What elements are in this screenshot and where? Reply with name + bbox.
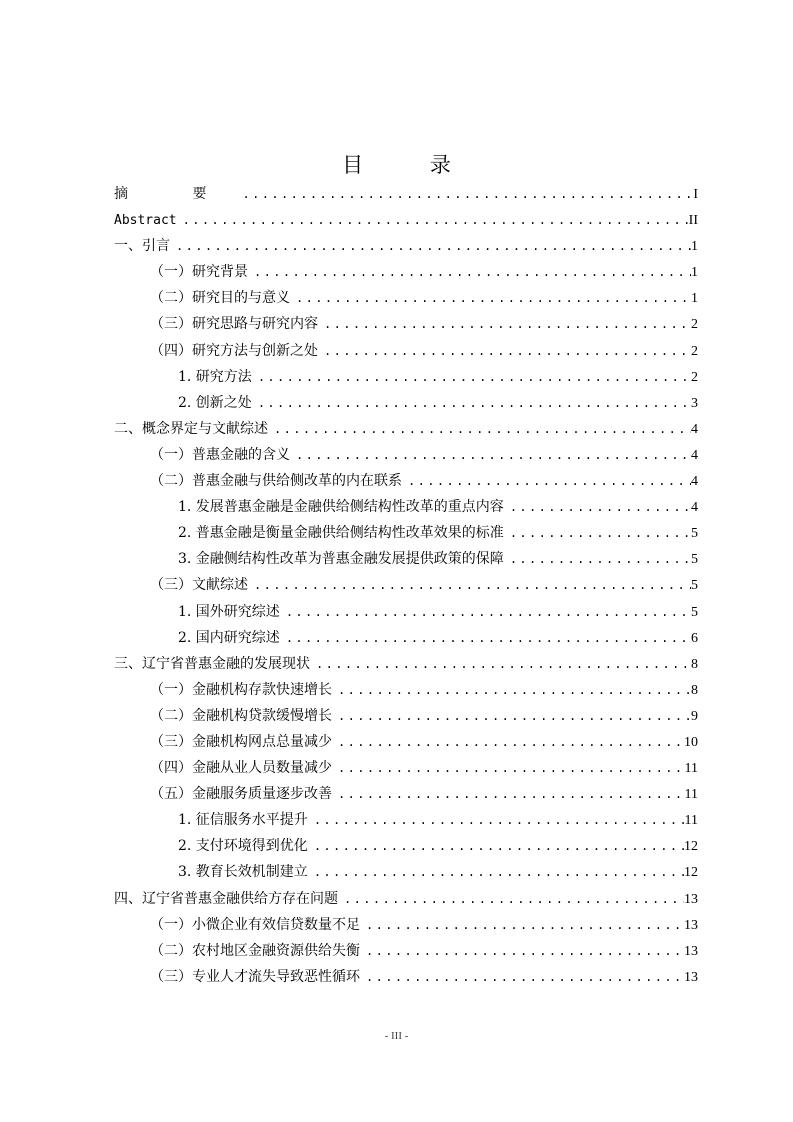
dot-leader — [308, 833, 684, 859]
toc-entry-page-number: 8 — [691, 682, 698, 698]
toc-entry[interactable] — [114, 416, 698, 442]
toc-entry-label: （二）普惠金融与供给侧改革的内在联系 — [150, 473, 402, 490]
toc-entry-label: 三、辽宁省普惠金融的发展现状 — [114, 655, 310, 672]
toc-entry-label: 2. 创新之处 — [178, 394, 252, 411]
toc-entry-label: （四）金融从业人员数量减少 — [150, 760, 332, 777]
toc-entry-page-number: 4 — [691, 474, 698, 490]
toc-entry[interactable] — [114, 912, 698, 938]
toc-entry-label: 1. 征信服务水平提升 — [178, 812, 308, 829]
dot-leader — [236, 181, 692, 207]
toc-entry[interactable] — [114, 520, 698, 546]
dot-leader — [504, 494, 691, 520]
toc-entry[interactable] — [114, 233, 698, 259]
toc-entry[interactable] — [114, 181, 698, 207]
dot-leader — [280, 625, 691, 651]
toc-entry-label: （五）金融服务质量逐步改善 — [150, 786, 332, 803]
toc-entry-label: Abstract — [114, 213, 177, 229]
toc-entry-label: 二、概念界定与文献综述 — [114, 420, 268, 437]
dot-leader — [402, 468, 691, 494]
toc-entry-page-number: 13 — [684, 969, 698, 985]
toc-entry[interactable] — [114, 442, 698, 468]
page-title: 目 录 — [342, 153, 481, 177]
toc-entry-page-number: 2 — [691, 369, 698, 385]
dot-leader — [308, 807, 685, 833]
toc-entry-page-number: 9 — [691, 708, 698, 724]
toc-entry-label: 2. 普惠金融是衡量金融供给侧结构性改革效果的标准 — [178, 525, 504, 542]
toc-entry-label: （三）金融机构网点总量减少 — [150, 733, 332, 750]
toc-entry-page-number: 3 — [691, 395, 698, 411]
toc-entry[interactable] — [114, 755, 698, 781]
toc-entry[interactable] — [114, 859, 698, 885]
toc-entry-label: （一）金融机构存款快速增长 — [150, 681, 332, 698]
toc-entry[interactable] — [114, 703, 698, 729]
dot-leader — [252, 390, 691, 416]
dot-leader — [310, 651, 691, 677]
toc-entry[interactable] — [114, 781, 698, 807]
toc-entry-label: （三）文献综述 — [150, 577, 248, 594]
toc-entry-label: 2. 支付环境得到优化 — [178, 838, 308, 855]
toc-entry-page-number: 11 — [684, 761, 698, 777]
toc-entry-page-number: 5 — [691, 578, 698, 594]
dot-leader — [308, 859, 684, 885]
toc-entry-label: 1. 发展普惠金融是金融供给侧结构性改革的重点内容 — [178, 499, 504, 516]
toc-entry-label: （三）专业人才流失导致恶性循环 — [150, 968, 360, 985]
dot-leader — [248, 572, 691, 598]
toc-entry-page-number: 1 — [691, 265, 698, 281]
toc-entry[interactable] — [114, 807, 698, 833]
toc-entry-page-number: I — [693, 187, 698, 202]
toc-entry[interactable] — [114, 729, 698, 755]
dot-leader — [338, 886, 684, 912]
toc-entry-page-number: 13 — [684, 891, 698, 907]
toc-entry[interactable] — [114, 833, 698, 859]
toc-entry[interactable] — [114, 364, 698, 390]
toc-entry-label: 摘 要 — [114, 186, 237, 202]
toc-entry-label: 3. 金融侧结构性改革为普惠金融发展提供政策的保障 — [178, 551, 504, 568]
toc-entry-label: （一）研究背景 — [150, 264, 248, 281]
toc-entry-label: 四、辽宁省普惠金融供给方存在问题 — [114, 890, 338, 907]
dot-leader — [504, 520, 691, 546]
toc-entry-label: 一、引言 — [114, 238, 170, 255]
page-number-footer: - III - — [384, 1030, 409, 1042]
dot-leader — [332, 729, 684, 755]
dot-leader — [332, 781, 685, 807]
dot-leader — [280, 599, 691, 625]
toc-entry-label: （二）农村地区金融资源供给失衡 — [150, 942, 360, 959]
toc-entry[interactable] — [114, 938, 698, 964]
dot-leader — [268, 416, 691, 442]
toc-entry-label: 2. 国内研究综述 — [178, 629, 280, 646]
toc-entry-page-number: 4 — [691, 447, 698, 463]
toc-entry[interactable] — [114, 546, 698, 572]
toc-entry-label: 3. 教育长效机制建立 — [178, 864, 308, 881]
table-of-contents — [114, 181, 698, 990]
toc-entry-label: 1. 研究方法 — [178, 368, 252, 385]
dot-leader — [332, 703, 691, 729]
toc-entry[interactable] — [114, 625, 698, 651]
dot-leader — [318, 338, 691, 364]
toc-entry-page-number: 13 — [684, 943, 698, 959]
dot-leader — [332, 677, 691, 703]
toc-entry-page-number: 12 — [684, 839, 698, 855]
toc-entry[interactable] — [114, 468, 698, 494]
toc-entry-page-number: 4 — [691, 500, 698, 516]
toc-entry-page-number: 11 — [684, 813, 698, 829]
dot-leader — [170, 233, 691, 259]
dot-leader — [252, 364, 691, 390]
dot-leader — [360, 938, 684, 964]
toc-entry-page-number: II — [688, 213, 698, 229]
toc-entry-page-number: 11 — [684, 787, 698, 803]
toc-entry[interactable] — [114, 494, 698, 520]
toc-entry[interactable] — [114, 338, 698, 364]
dot-leader — [318, 311, 691, 337]
dot-leader — [504, 546, 691, 572]
toc-entry-page-number: 5 — [691, 552, 698, 568]
toc-entry[interactable] — [114, 886, 698, 912]
toc-entry-page-number: 10 — [684, 734, 698, 750]
toc-entry-page-number: 6 — [691, 630, 698, 646]
dot-leader — [290, 285, 691, 311]
dot-leader — [360, 912, 684, 938]
toc-entry[interactable] — [114, 677, 698, 703]
dot-leader — [332, 755, 685, 781]
toc-entry[interactable] — [114, 259, 698, 285]
toc-entry[interactable] — [114, 964, 698, 990]
toc-entry-label: （四）研究方法与创新之处 — [150, 342, 318, 359]
dot-leader — [177, 207, 689, 233]
toc-entry-page-number: 5 — [691, 604, 698, 620]
toc-entry-page-number: 4 — [691, 421, 698, 437]
toc-entry-label: （二）金融机构贷款缓慢增长 — [150, 707, 332, 724]
toc-entry-page-number: 2 — [691, 343, 698, 359]
dot-leader — [290, 442, 691, 468]
toc-entry-page-number: 1 — [691, 239, 698, 255]
toc-entry[interactable] — [114, 651, 698, 677]
dot-leader — [248, 259, 691, 285]
toc-entry-label: （一）普惠金融的含义 — [150, 446, 290, 463]
toc-entry-label: （三）研究思路与研究内容 — [150, 316, 318, 333]
toc-entry[interactable] — [114, 599, 698, 625]
dot-leader — [360, 964, 684, 990]
toc-entry[interactable] — [114, 572, 698, 598]
toc-entry-page-number: 2 — [691, 317, 698, 333]
toc-entry-page-number: 13 — [684, 917, 698, 933]
toc-entry[interactable] — [114, 207, 698, 233]
toc-entry-page-number: 1 — [691, 291, 698, 307]
toc-entry-page-number: 12 — [684, 865, 698, 881]
toc-entry[interactable] — [114, 390, 698, 416]
toc-entry-label: （一）小微企业有效信贷数量不足 — [150, 916, 360, 933]
toc-entry[interactable] — [114, 285, 698, 311]
toc-entry-page-number: 5 — [691, 526, 698, 542]
toc-entry-label: 1. 国外研究综述 — [178, 603, 280, 620]
toc-entry-label: （二）研究目的与意义 — [150, 290, 290, 307]
toc-entry[interactable] — [114, 311, 698, 337]
toc-entry-page-number: 8 — [691, 656, 698, 672]
